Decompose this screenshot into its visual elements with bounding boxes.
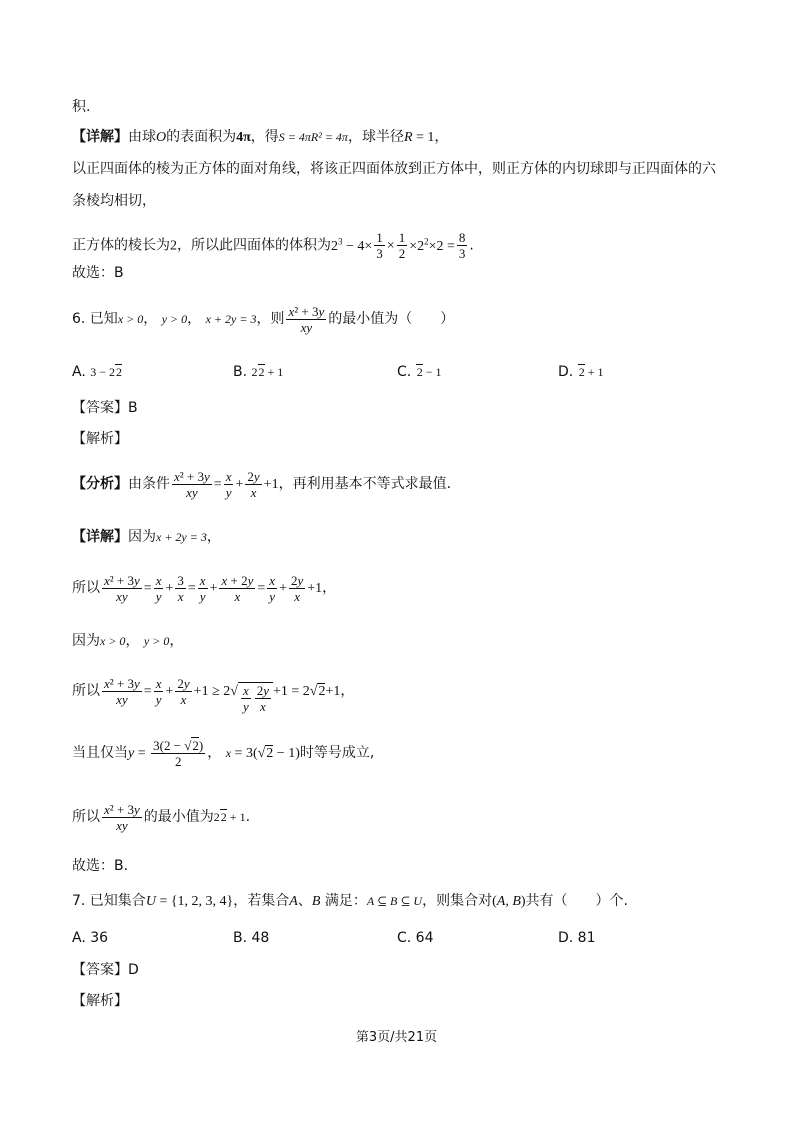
text-line: 【详解】由球O的表面积为4π，得S = 4πR² = 4π，球半径R = 1，: [72, 129, 449, 145]
derivation-line: 所以 $\frac{\text{x² + 3y}}{xy}$ = $\frac{x}{y}$ + $\frac{3}{x}$ = $\frac{x}{y}$ + $\frac{x + 2y}{x}$ = $\frac{x}{y}$ + $\frac{2y}{x}$ +1，: [72, 572, 337, 604]
answer-7: 【答案】D: [72, 962, 139, 978]
analysis-line: 【分析】由条件 $\frac{\text{x² + 3y}}{xy}$ = $\frac{x}{y}$ + $\frac{2y}{x}$ +1，再利用基本不等式求最值.: [72, 468, 452, 500]
equality-line: 当且仅当y = $\frac{3(2 - √2)}{2}$ ， x = 3(√2 − 1)时等号成立,: [72, 737, 375, 769]
text-line: 以正四面体的棱为正方体的面对角线，将该正四面体放到正方体中，则正方体的内切球即与正四面体的六: [72, 161, 716, 177]
option-7d: D. 81: [558, 930, 596, 946]
page-footer: 第3页/共21页: [355, 1030, 438, 1045]
text-line: 故选：B: [72, 265, 124, 281]
option-6b: B. 22 + 1: [233, 364, 284, 380]
answer-6: 【答案】B: [72, 400, 138, 416]
text-line: 故选：B.: [72, 858, 129, 874]
text-line: 积.: [72, 99, 91, 115]
volume-line: 正方体的棱长为2，所以此四面体的体积为$2^3 - 4\times$ $\frac{1}{3}$ × $\frac{1}{2}$ $\times 2^2\times 2$ = $\frac{8}{3}$ .: [72, 230, 474, 262]
minimum-line: 所以 $\frac{\text{x² + 3y}}{xy}$ 的最小值为22 + 1.: [72, 801, 251, 833]
option-7a: A. 36: [72, 930, 109, 946]
option-6a: A. 3 − 22: [72, 364, 123, 380]
question-7: 7. 已知集合U = {1, 2, 3, 4}，若集合A、B 满足：A ⊆ B ⊆ U，则集合对(A, B)共有（ ）个.: [72, 893, 628, 909]
text-line: 条棱均相切，: [72, 193, 156, 209]
question-6: 6. 已知x > 0， y > 0， x + 2y = 3，则 $\frac{\text{x² + 3y}}{xy}$ 的最小值为（ ）: [72, 303, 455, 335]
detail-line: 【详解】因为x + 2y = 3，: [72, 529, 221, 545]
analysis-heading-7: 【解析】: [72, 993, 128, 1009]
option-6c: C. 2 − 1: [397, 364, 442, 380]
option-7b: B. 48: [233, 930, 270, 946]
option-6d: D. 2 + 1: [558, 364, 604, 380]
inequality-line: 所以 $\frac{\text{x² + 3y}}{xy}$ = $\frac{x}{y}$ + $\frac{2y}{x}$ +1 ≥ 2√ $\frac{x}{y}$ $\frac{2y}{x}$ +1 = 2√2+1，: [72, 675, 355, 714]
condition-line: 因为x > 0， y > 0，: [72, 633, 184, 649]
option-7c: C. 64: [397, 930, 434, 946]
analysis-heading-6: 【解析】: [72, 431, 128, 447]
